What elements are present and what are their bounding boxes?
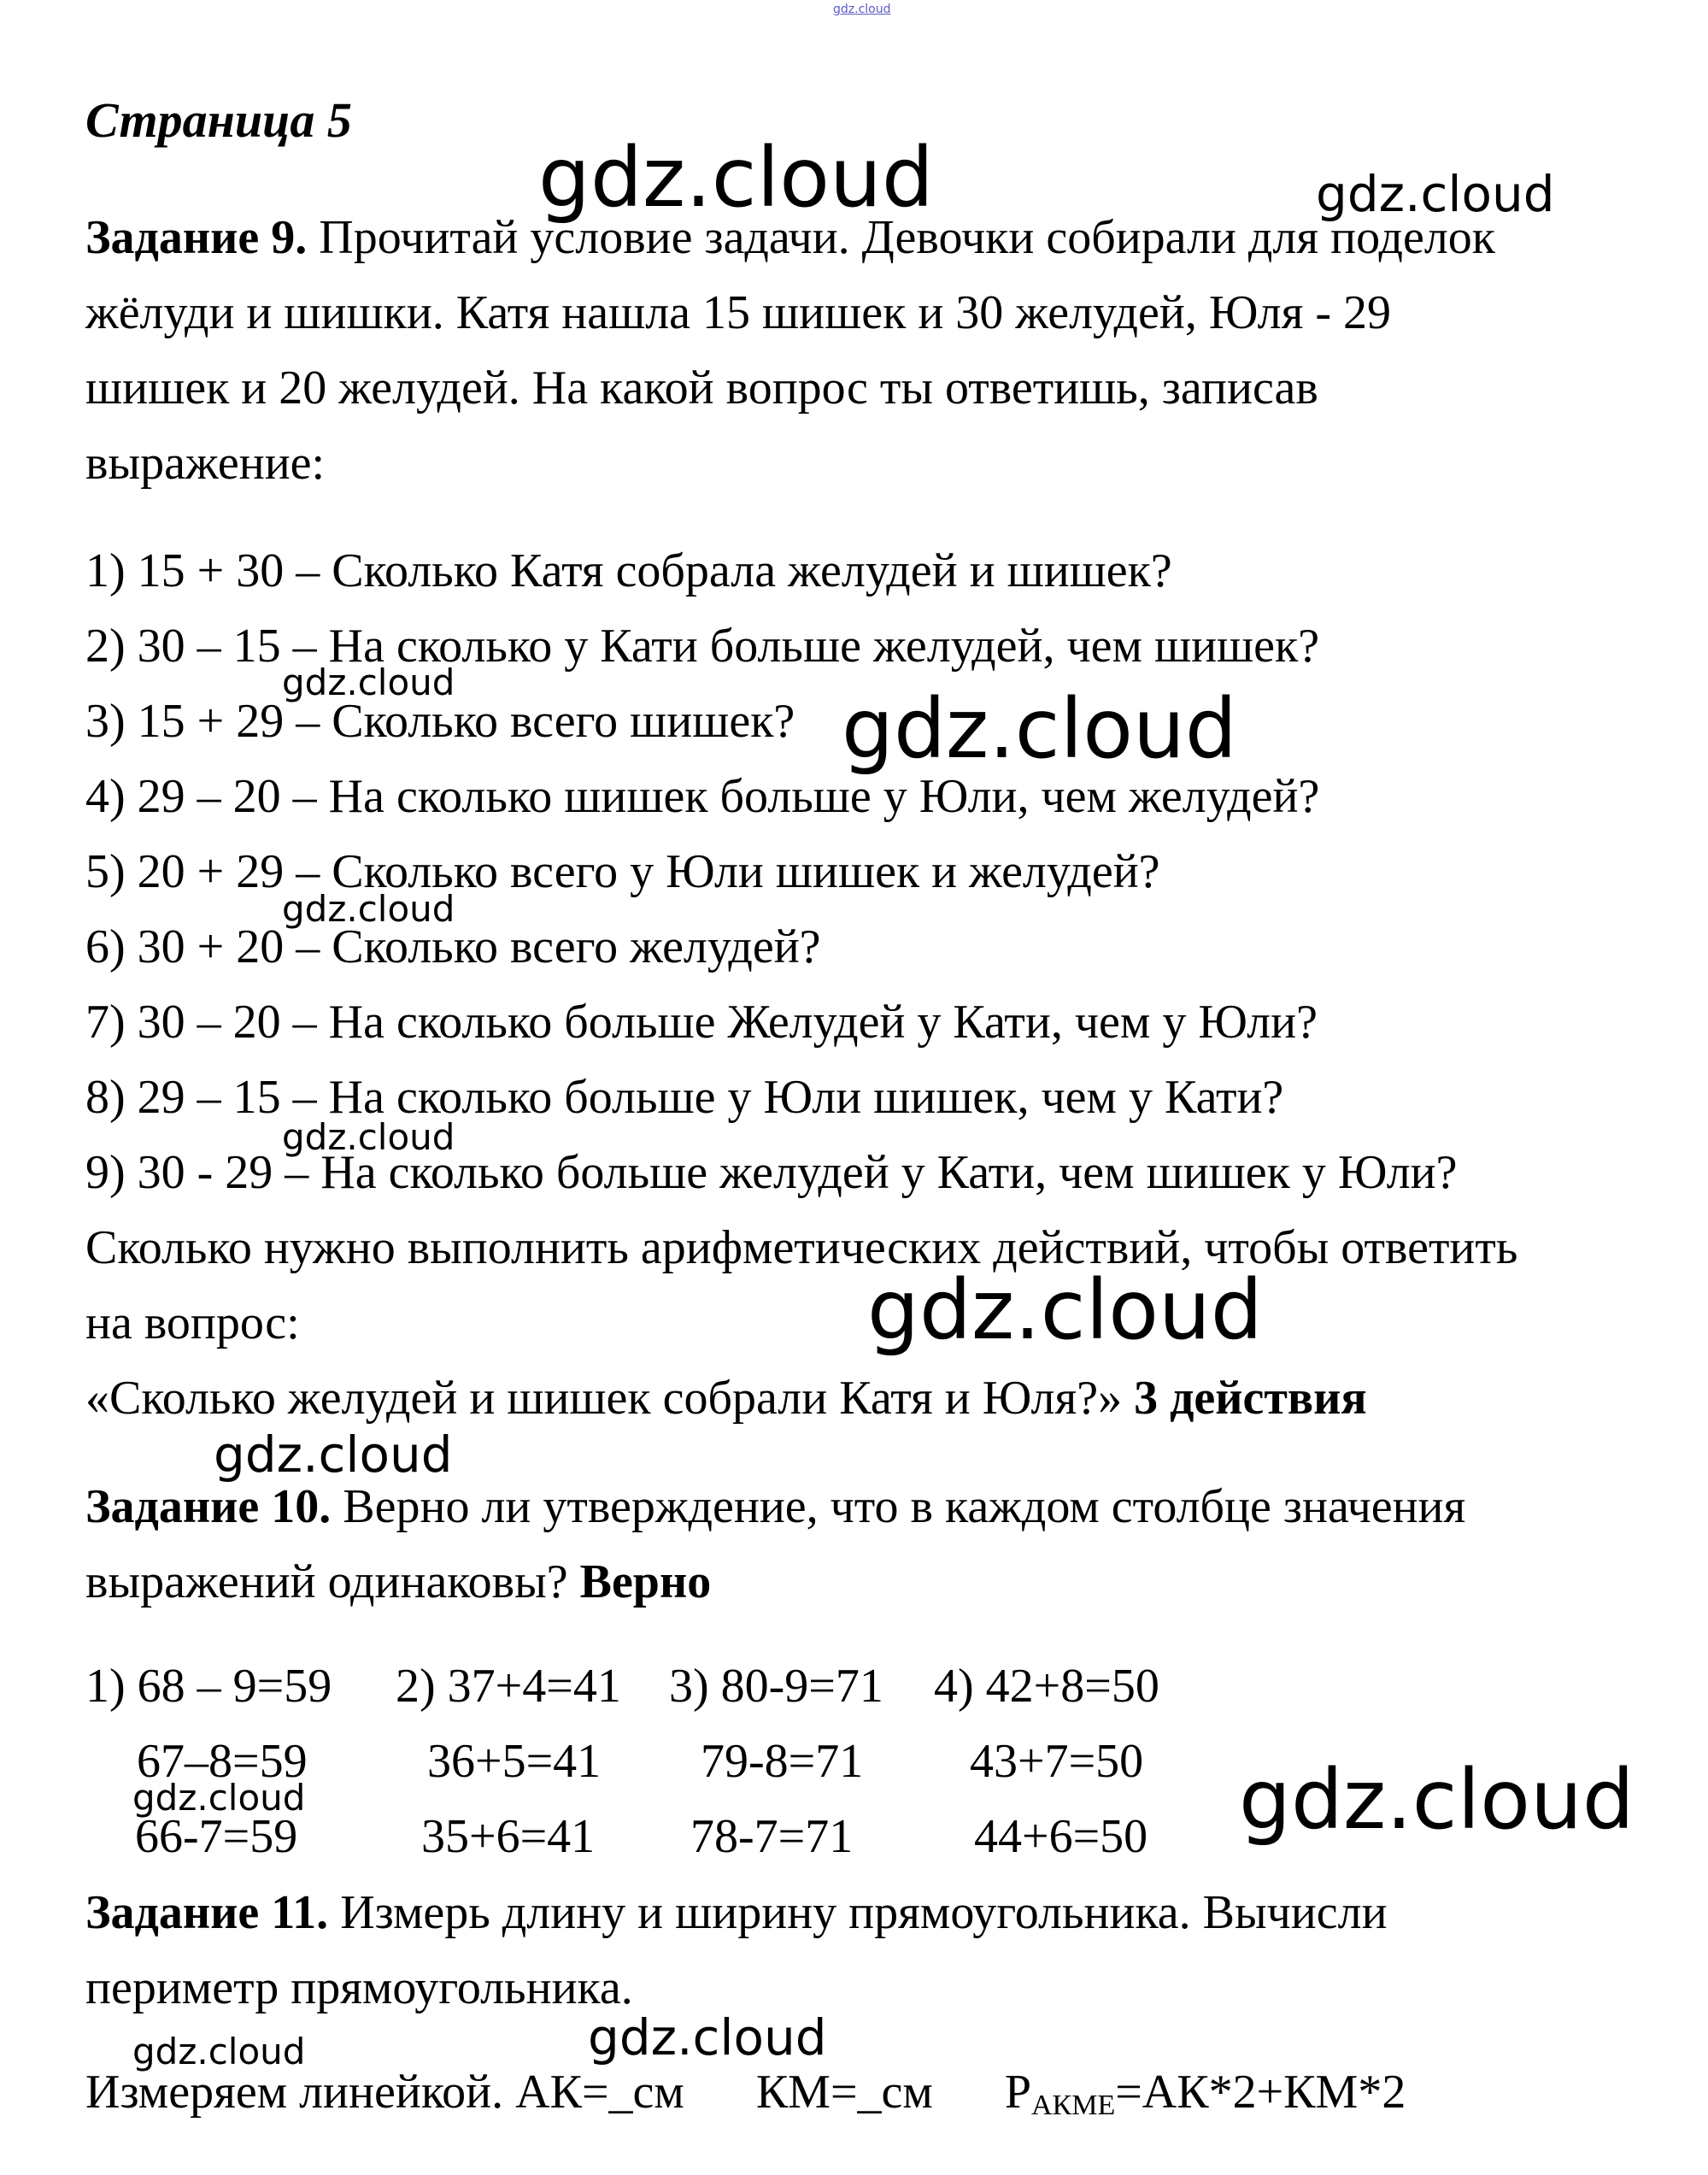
task10-expression: 2) 37+4=41 — [396, 1660, 621, 1713]
task9-item: 1) 15 + 30 – Сколько Катя собрала желудей и шишек? — [85, 544, 1172, 597]
top-watermark-link: gdz.cloud — [833, 3, 891, 16]
task9-final-line — [85, 1372, 1367, 1425]
task10-label: Задание 10. — [85, 1480, 332, 1533]
task11-text: Измерь длину и ширину прямоугольника. Вычисли — [328, 1886, 1388, 1939]
task9-item: 3) 15 + 29 – Сколько всего шишек? — [85, 695, 795, 748]
task9-answer: 3 действия — [1134, 1372, 1367, 1425]
watermark: gdz.cloud — [132, 1777, 306, 1819]
perimeter-subscript: АКМЕ — [1030, 2090, 1116, 2121]
task10-text: Верно ли утверждение, что в каждом столбце значения — [331, 1480, 1466, 1533]
task10-text: выражений одинаковы? — [85, 1555, 580, 1608]
watermark: gdz.cloud — [282, 661, 455, 703]
task9-item: 7) 30 – 20 – На сколько больше Желудей у Кати, чем у Юли? — [85, 996, 1318, 1049]
task9-item: 9) 30 - 29 – На сколько больше желудей у Кати, чем шишек у Юли? — [85, 1146, 1458, 1199]
task10-answer: Верно — [579, 1555, 712, 1608]
task10-text-line — [85, 1555, 712, 1608]
task10-expression: 44+6=50 — [974, 1810, 1148, 1863]
watermark: gdz.cloud — [538, 130, 934, 226]
task9-item: 6) 30 + 20 – Сколько всего желудей? — [85, 920, 821, 973]
task10-expression: 3) 80-9=71 — [669, 1660, 883, 1713]
task10-expression: 79-8=71 — [701, 1735, 864, 1788]
task10-expression: 78-7=71 — [690, 1810, 854, 1863]
task9-text: Прочитай условие задачи. Девочки собирали для поделок — [307, 211, 1495, 264]
watermark: gdz.cloud — [588, 2008, 827, 2066]
task9-text-line: выражение: — [85, 437, 326, 490]
watermark: gdz.cloud — [282, 1116, 455, 1158]
watermark: gdz.cloud — [132, 2031, 306, 2072]
watermark: gdz.cloud — [214, 1426, 453, 1484]
task9-final-question: «Сколько желудей и шишек собрали Катя и Юля?» — [85, 1372, 1135, 1425]
task10-expression: 36+5=41 — [427, 1735, 602, 1788]
perimeter-formula: =АК*2+КМ*2 — [1115, 2066, 1406, 2119]
task11-measure-text: Измеряем линейкой. АК=_см КМ=_см Р — [85, 2066, 1031, 2119]
task9-text-line: жёлуди и шишки. Катя нашла 15 шишек и 30 желудей, Юля - 29 — [85, 286, 1391, 339]
task9-item: 5) 20 + 29 – Сколько всего у Юли шишек и желудей? — [85, 845, 1160, 898]
task10-expression: 4) 42+8=50 — [934, 1660, 1159, 1713]
task9-item: 2) 30 – 15 – На сколько у Кати больше желудей, чем шишек? — [85, 620, 1320, 673]
task9-item: 8) 29 – 15 – На сколько больше у Юли шишек, чем у Кати? — [85, 1071, 1284, 1124]
task10-expression: 1) 68 – 9=59 — [85, 1660, 332, 1713]
task9-intro-line — [85, 211, 1495, 264]
page-title: Страница 5 — [85, 92, 352, 148]
watermark: gdz.cloud — [842, 681, 1237, 777]
watermark: gdz.cloud — [867, 1262, 1263, 1358]
watermark: gdz.cloud — [1316, 165, 1555, 223]
task9-question-line: Сколько нужно выполнить арифметических действий, чтобы ответить — [85, 1221, 1518, 1274]
task10-expression: 43+7=50 — [970, 1735, 1144, 1788]
task9-text-line: шишек и 20 желудей. На какой вопрос ты ответишь, записав — [85, 362, 1318, 414]
task11-text-line: периметр прямоугольника. — [85, 1961, 633, 2014]
task9-item: 4) 29 – 20 – На сколько шишек больше у Юли, чем желудей? — [85, 770, 1320, 823]
task11-intro-line — [85, 1886, 1388, 1939]
task10-expression: 67–8=59 — [137, 1735, 308, 1788]
task11-label: Задание 11. — [85, 1886, 329, 1939]
task11-measure-line — [85, 2068, 1406, 2120]
task10-expression: 66-7=59 — [135, 1810, 298, 1863]
watermark: gdz.cloud — [282, 888, 455, 930]
task10-intro-line — [85, 1480, 1466, 1533]
task9-question-line: на вопрос: — [85, 1296, 300, 1349]
task9-label: Задание 9. — [85, 211, 308, 264]
watermark: gdz.cloud — [1239, 1752, 1635, 1848]
task10-expression: 35+6=41 — [421, 1810, 596, 1863]
